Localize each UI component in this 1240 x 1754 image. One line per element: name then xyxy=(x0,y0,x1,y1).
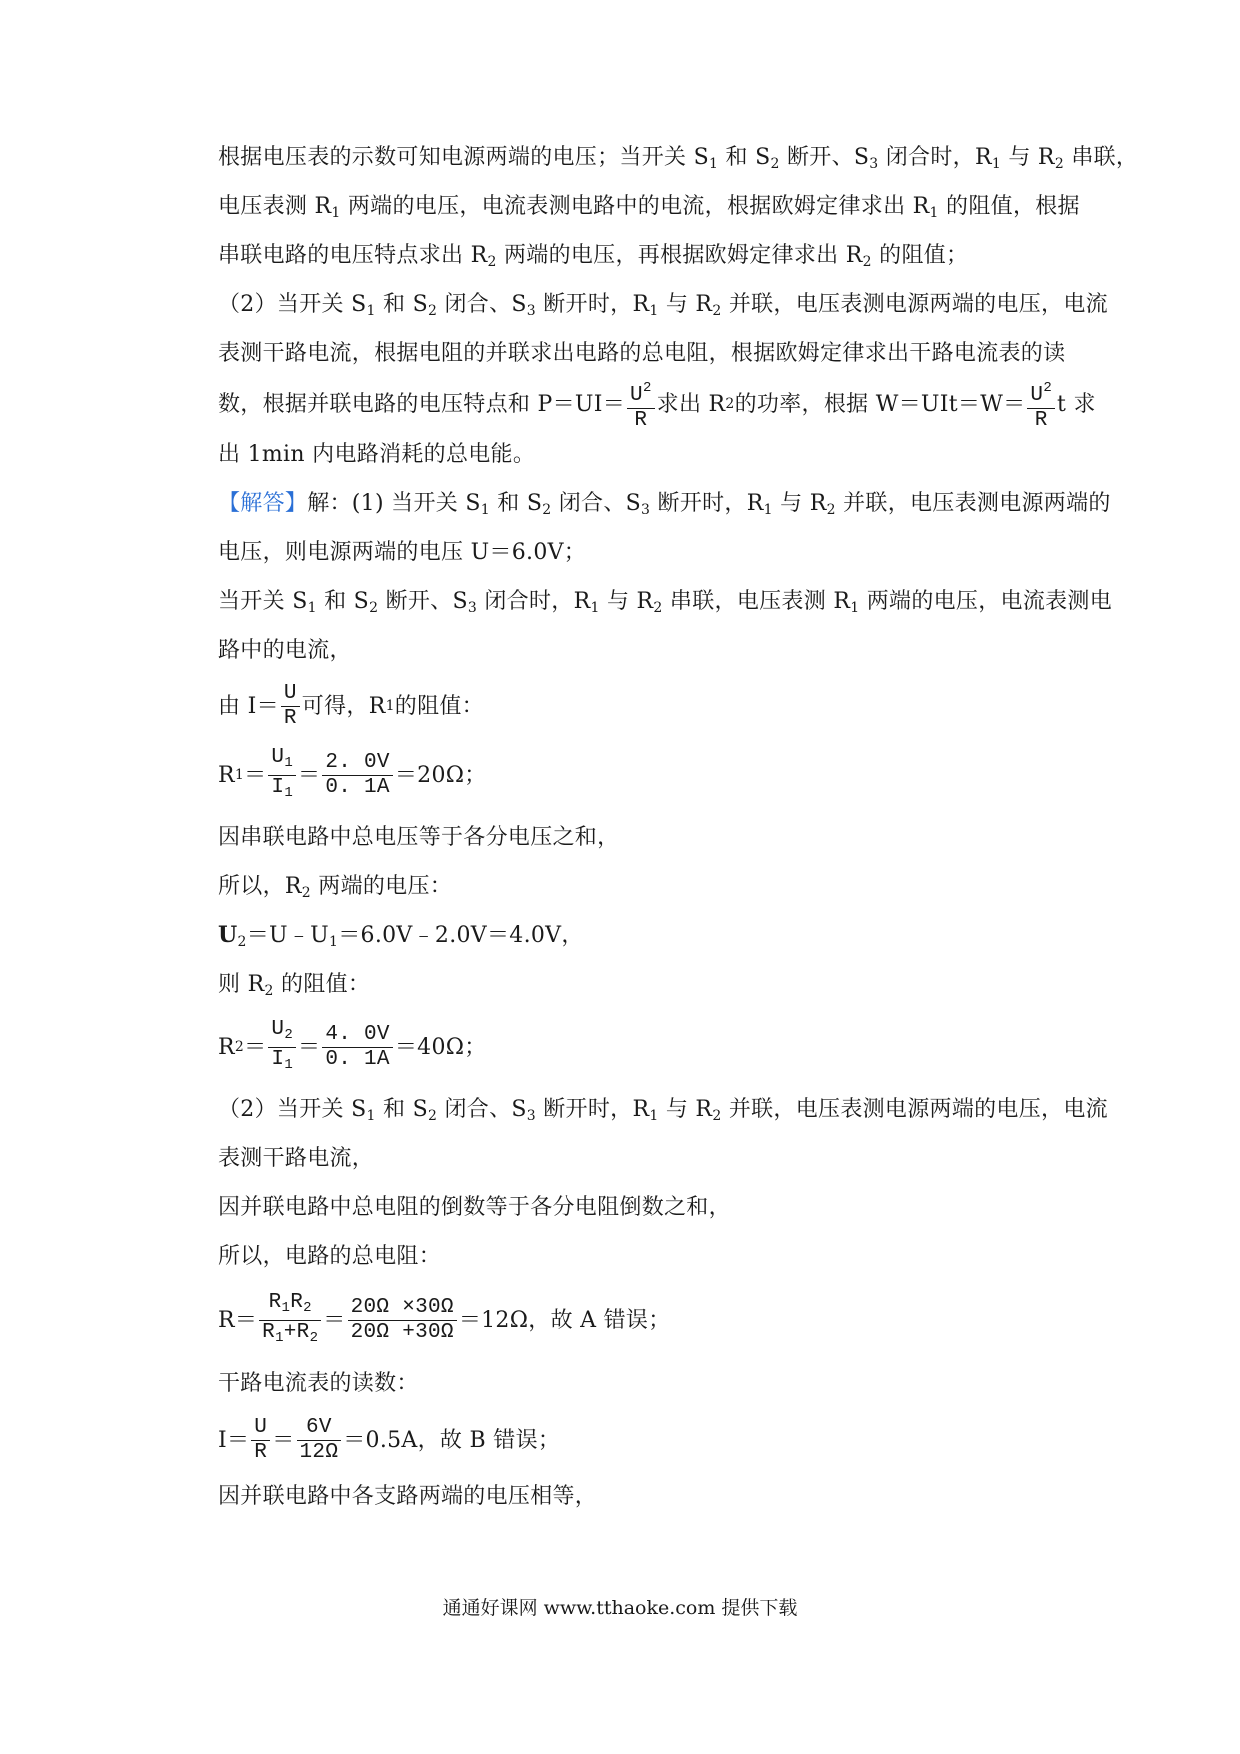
analysis-line-1: 根据电压表的示数可知电源两端的电压；当开关 $S_1$ 和 $S_2$ 断开、$S_3$ 闭合时，$R_1$ 与 $R_2$ 串联， xyxy=(218,145,1139,172)
answer-line-2: 电压，则电源两端的电压 U＝6.0V； xyxy=(218,540,587,565)
answer-current-equation: I＝ $\frac{U}{R}$ ＝ $\frac{6V}{12\Omega}$ ＝0.5A，故 B 错误； xyxy=(218,1415,561,1464)
answer-line-3: 当开关 $S_1$ 和 $S_2$ 断开、$S_3$ 闭合时，$R_1$ 与 $R_2$ 串联，电压表测 $R_1$ 两端的电压，电流表测电 xyxy=(218,589,1113,616)
fraction-6v-over-12ohm: $\frac{6V}{12\Omega}$ xyxy=(297,1416,342,1465)
analysis-line-5: 表测干路电流，根据电阻的并联求出电路的总电阻，根据欧姆定律求出干路电流表的读 xyxy=(218,341,1066,366)
answer-line-1: 【解答】解：(1) 当开关 $S_1$ 和 $S_2$ 闭合、$S_3$ 断开时，$R_1$ 与 $R_2$ 并联，电压表测电源两端的 xyxy=(218,491,1111,518)
fraction-u1-over-i1: $\frac{U_1}{I_1}$ xyxy=(268,746,296,805)
analysis-line-2: 电压表测 $R_1$ 两端的电压，电流表测电路中的电流，根据欧姆定律求出 $R_1$ 的阻值，根据 xyxy=(218,194,1080,221)
solution-text xyxy=(218,133,1139,1521)
answer-part2-line-4: 所以，电路的总电阻： xyxy=(218,1244,442,1269)
analysis-line-4: （2）当开关 $S_1$ 和 $S_2$ 闭合、$S_3$ 断开时，$R_1$ 与 $R_2$ 并联，电压表测电源两端的电压，电流 xyxy=(218,292,1108,319)
fraction-4v-over-01a: $\frac{4. 0V}{0. 1A}$ xyxy=(322,1023,393,1072)
answer-r2-equation: R 2 ＝ $\frac{U_2}{I_1}$ ＝ $\frac{4. 0V}{0. 1A}$ ＝40Ω； xyxy=(218,1009,1058,1085)
answer-part2-line-6: 因并联电路中各支路两端的电压相等， xyxy=(218,1484,598,1509)
answer-line-r2-voltage: 所以，$R_2$ 两端的电压： xyxy=(218,874,453,901)
answer-part2-line-3: 因并联电路中总电阻的倒数等于各分电阻倒数之和， xyxy=(218,1195,731,1220)
answer-total-resistance-equation: R＝ $\frac{R_1R_2}{R_1+R_2}$ ＝ $\frac{20\Omega \times 30\Omega}{20\Omega +30\Omega}$ ＝12Ω，故 A 错误； xyxy=(218,1281,1058,1359)
fraction-ohm-values: $\frac{20\Omega \times 30\Omega}{20\Omega +30\Omega}$ xyxy=(348,1296,457,1345)
answer-line-series-sum: 因串联电路中总电压等于各分电压之和， xyxy=(218,825,620,850)
answer-line-4: 路中的电流， xyxy=(218,638,352,663)
answer-part2-line-1: （2）当开关 $S_1$ 和 $S_2$ 闭合、$S_3$ 断开时，$R_1$ 与 $R_2$ 并联，电压表测电源两端的电压，电流 xyxy=(218,1097,1108,1124)
answer-line-r2-resistance: 则 $R_2$ 的阻值： xyxy=(218,972,371,999)
analysis-line-6: 数，根据并联电路的电压特点和 P＝UI＝ $\frac{U^2}{R}$ 求出 R 2 的功率，根据 W＝UIt＝W＝ $\frac{U^2}{R}$ t 求 xyxy=(218,378,1058,430)
answer-tag: 【解答】 xyxy=(218,491,308,516)
fraction-u-over-r: $\frac{U}{R}$ xyxy=(281,682,300,731)
answer-part2-line-2: 表测干路电流， xyxy=(218,1146,375,1171)
analysis-line-3: 串联电路的电压特点求出 $R_2$ 两端的电压，再根据欧姆定律求出 $R_2$ 的阻值； xyxy=(218,243,969,270)
fraction-u-over-r-2: $\frac{U}{R}$ xyxy=(251,1416,270,1465)
answer-ohm-law-line: 由 I＝ $\frac{U}{R}$ 可得，R 1 的阻值： xyxy=(218,681,484,730)
fraction-u2-over-r-2: $\frac{U^2}{R}$ xyxy=(1027,376,1055,433)
fraction-u2-over-i1: $\frac{U_2}{I_1}$ xyxy=(268,1018,296,1077)
page-footer: 通通好课网 www.tthaoke.com 提供下载 xyxy=(442,1597,798,1619)
fraction-r1r2-over-sum: $\frac{R_1R_2}{R_1+R_2}$ xyxy=(259,1291,321,1350)
fraction-2v-over-01a: $\frac{2. 0V}{0. 1A}$ xyxy=(322,751,393,800)
answer-part2-line-5: 干路电流表的读数： xyxy=(218,1371,419,1396)
answer-r1-equation: R 1 ＝ $\frac{U_1}{I_1}$ ＝ $\frac{2. 0V}{0. 1A}$ ＝20Ω； xyxy=(218,737,1058,813)
answer-u2-equation: $U_2=U﹣U_1=6.0V﹣2.0V=4.0V$， xyxy=(218,922,584,950)
analysis-line-7: 出 1min 内电路消耗的总电能。 xyxy=(218,442,536,467)
fraction-u2-over-r: $\frac{U^2}{R}$ xyxy=(627,376,655,433)
